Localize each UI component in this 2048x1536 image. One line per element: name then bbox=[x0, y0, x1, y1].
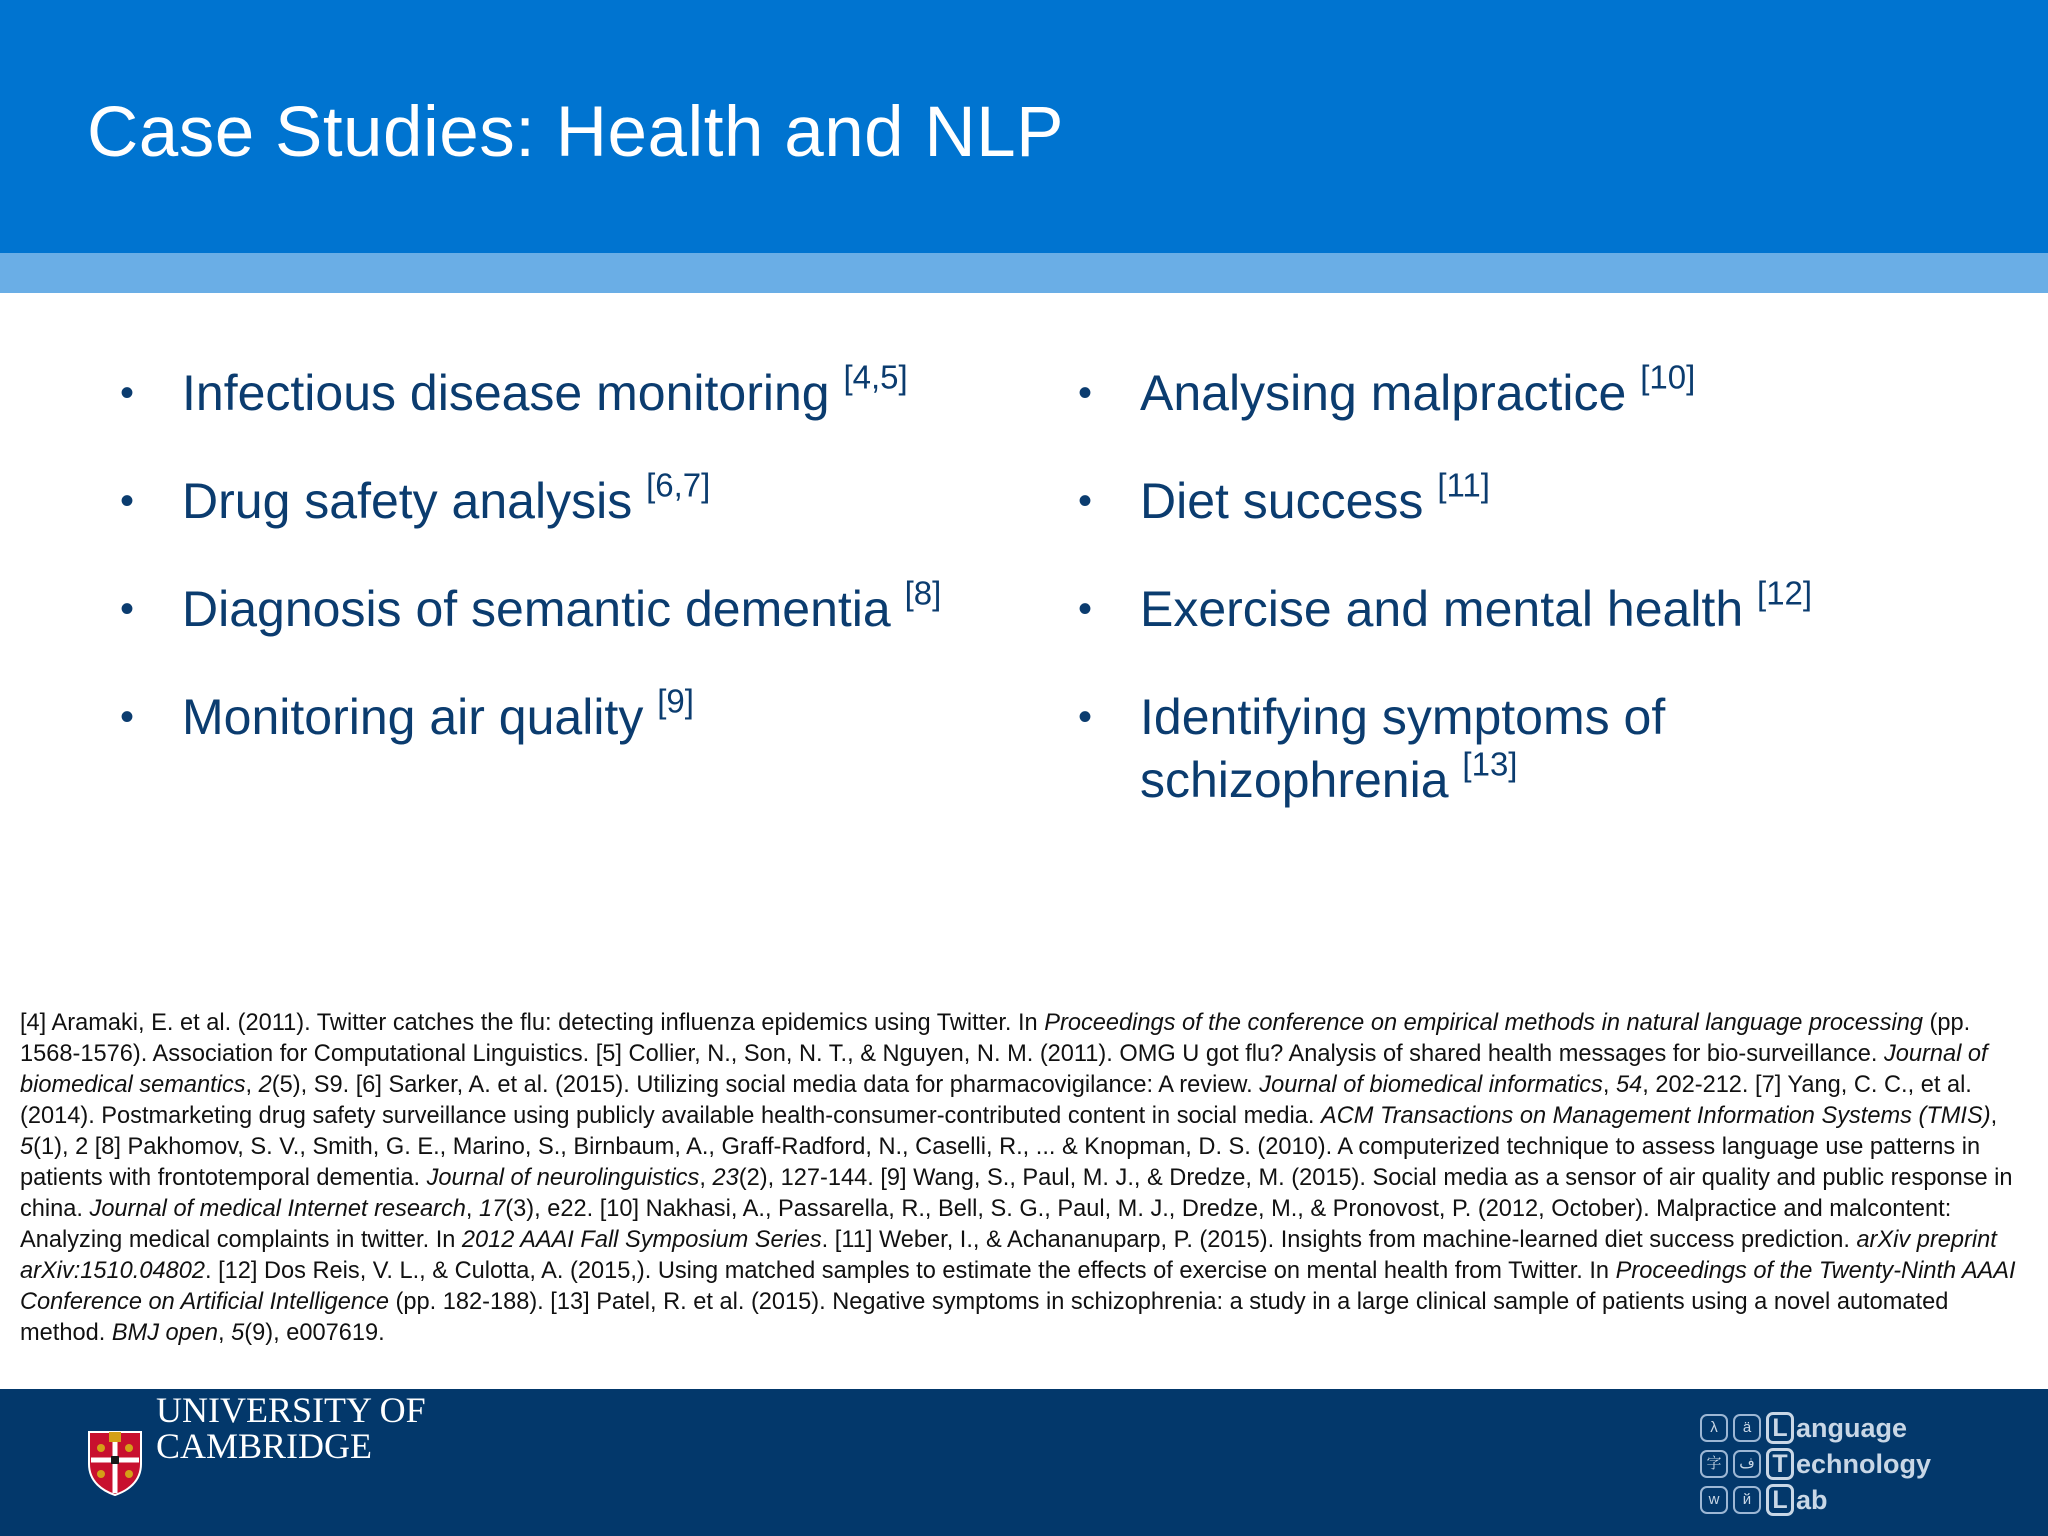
reference-segment: [4] Aramaki, E. et al. (2011). Twitter catches the flu: detecting influenza epidemics using Twitter. In bbox=[20, 1010, 1045, 1036]
reference-italic-segment: 5 bbox=[231, 1320, 245, 1346]
bullet-dot: • bbox=[1078, 695, 1093, 739]
bullet-text: Monitoring air quality bbox=[182, 689, 658, 745]
bullet-dot: • bbox=[1078, 587, 1093, 631]
bullet-dot: • bbox=[120, 587, 135, 631]
cyrillic-glyph-icon: й bbox=[1733, 1486, 1761, 1514]
reference-segment: (3), e22. [10] Nakhasi, A., Passarella, R., Bell, S. G., Paul, M. J., Dredze, M., & Pronovost, P. (2012, October). Malpractice and malcontent: Analyzing medical complaints in twitter. In bbox=[20, 1196, 1952, 1253]
bullet-item bbox=[120, 358, 1020, 425]
bullet-item bbox=[120, 574, 1020, 641]
citation-ref: [8] bbox=[904, 574, 942, 612]
references-block bbox=[20, 1008, 2030, 1349]
reference-segment: , bbox=[1990, 1103, 1998, 1129]
bullet-text: Infectious disease monitoring bbox=[182, 365, 844, 421]
reference-segment: (1), 2 [8] Pakhomov, S. V., Smith, G. E., Marino, S., Birnbaum, A., Graff-Radford, N., Caselli, R., ... & Knopman, D. S. (2010). A computerized technique to assess language use patterns in patients with frontotemporal dementia. bbox=[20, 1134, 1981, 1191]
cambridge-crest-icon bbox=[87, 1430, 143, 1496]
reference-italic-segment: Journal of biomedical informatics bbox=[1259, 1072, 1603, 1098]
reference-segment: , bbox=[699, 1165, 713, 1191]
reference-italic-segment: BMJ open bbox=[111, 1320, 219, 1346]
reference-segment: (pp. 182-188). [13] Patel, R. et al. (2015). Negative symptoms in schizophrenia: a study in a large clinical sample of patients using a novel automated method. bbox=[20, 1289, 1949, 1346]
reference-italic-segment: 2 bbox=[258, 1072, 272, 1098]
reference-italic-segment: 2012 AAAI Fall Symposium Series bbox=[461, 1227, 822, 1253]
reference-italic-segment: 17 bbox=[479, 1196, 506, 1222]
reference-italic-segment: Journal of biomedical semantics bbox=[20, 1041, 1988, 1098]
reference-italic-segment: 54 bbox=[1615, 1072, 1643, 1098]
bullet-item bbox=[1078, 686, 1998, 812]
reference-segment: , bbox=[218, 1320, 232, 1346]
reference-italic-segment: Proceedings of the Twenty-Ninth AAAI Conference on Artificial Intelligence bbox=[20, 1258, 2016, 1315]
reference-segment: (9), e007619. bbox=[244, 1320, 385, 1346]
reference-italic-segment: 5 bbox=[20, 1134, 34, 1160]
bullet-dot: • bbox=[1078, 479, 1093, 523]
bullet-text: Diagnosis of semantic dementia bbox=[182, 581, 905, 637]
bullet-text: Exercise and mental health bbox=[1140, 581, 1758, 637]
lab-word: echnology bbox=[1796, 1449, 1932, 1479]
language-technology-lab-logo bbox=[1700, 1413, 1960, 1523]
reference-segment: . [12] Dos Reis, V. L., & Culotta, A. (2015,). Using matched samples to estimate the effects of exercise on mental health from Twitter. In bbox=[204, 1258, 1616, 1284]
a-umlaut-glyph-icon: ä bbox=[1733, 1414, 1761, 1442]
reference-italic-segment: Proceedings of the conference on empirical methods in natural language processing bbox=[1044, 1010, 1923, 1036]
citation-ref: [10] bbox=[1640, 358, 1696, 396]
reference-italic-segment: 23 bbox=[712, 1165, 739, 1191]
reference-italic-segment: Journal of medical Internet research bbox=[89, 1196, 466, 1222]
chinese-char-glyph-icon: 字 bbox=[1700, 1450, 1728, 1478]
lambda-glyph-icon: λ bbox=[1700, 1414, 1728, 1442]
reference-segment: (2), 127-144. [9] Wang, S., Paul, M. J., & Dredze, M. (2015). Social media as a sensor of air quality and public response in china. bbox=[20, 1165, 2013, 1222]
bullet-text: Analysing malpractice bbox=[1140, 365, 1641, 421]
slide-title: Case Studies: Health and NLP bbox=[87, 93, 1065, 172]
lab-cap-letter: T bbox=[1766, 1448, 1794, 1480]
bullet-list-left bbox=[120, 358, 1020, 794]
citation-ref: [9] bbox=[657, 682, 694, 720]
citation-ref: [11] bbox=[1437, 466, 1490, 504]
bullet-dot: • bbox=[120, 479, 135, 523]
bullet-item bbox=[1078, 574, 1998, 641]
bullet-item bbox=[120, 466, 1020, 533]
bullet-dot: • bbox=[120, 371, 135, 415]
reference-italic-segment: arXiv preprint arXiv:1510.04802 bbox=[20, 1227, 1997, 1284]
citation-ref: [13] bbox=[1462, 745, 1518, 783]
reference-segment: , bbox=[245, 1072, 259, 1098]
lab-word: ab bbox=[1796, 1485, 1828, 1515]
bullet-text: Diet success bbox=[1140, 473, 1438, 529]
arabic-glyph-icon: ف bbox=[1733, 1450, 1761, 1478]
bullet-item bbox=[120, 682, 1020, 749]
bullet-dot: • bbox=[1078, 371, 1093, 415]
reference-segment: . [11] Weber, I., & Achananuparp, P. (2015). Insights from machine-learned diet success prediction. bbox=[821, 1227, 1857, 1253]
lab-cap-letter: L bbox=[1766, 1484, 1794, 1516]
reference-italic-segment: Journal of neurolinguistics bbox=[426, 1165, 700, 1191]
reference-segment: , bbox=[465, 1196, 480, 1222]
university-wordmark bbox=[156, 1392, 426, 1464]
citation-ref: [4,5] bbox=[843, 358, 908, 396]
citation-ref: [6,7] bbox=[646, 466, 711, 504]
bullet-text-line1: Identifying symptoms of bbox=[1140, 689, 1666, 745]
lab-cap-letter: L bbox=[1766, 1412, 1794, 1444]
university-line-1: UNIVERSITY OF bbox=[156, 1390, 426, 1430]
bullet-list-right bbox=[1078, 358, 1998, 857]
reference-segment: (pp. 1568-1576). Association for Computational Linguistics. [5] Collier, N., Son, N. T., & Nguyen, N. M. (2011). OMG U got flu? Analysis of shared health messages for bio-surveillance. bbox=[20, 1010, 1971, 1067]
reference-segment: , bbox=[1602, 1072, 1616, 1098]
reference-italic-segment: ACM Transactions on Management Information Systems (TMIS) bbox=[1320, 1103, 1991, 1129]
w-glyph-icon: w bbox=[1700, 1486, 1728, 1514]
bullet-text: Drug safety analysis bbox=[182, 473, 647, 529]
citation-ref: [12] bbox=[1757, 574, 1813, 612]
reference-segment: , 202-212. [7] Yang, C. C., et al. (2014). Postmarketing drug safety surveillance using publicly available health-consumer-contributed content in social media. bbox=[20, 1072, 1972, 1129]
bullet-item bbox=[1078, 358, 1998, 425]
lab-word: anguage bbox=[1796, 1413, 1908, 1443]
reference-segment: (5), S9. [6] Sarker, A. et al. (2015). Utilizing social media data for pharmacovigilance: A review. bbox=[271, 1072, 1260, 1098]
header-stripe bbox=[0, 253, 2048, 293]
bullet-item bbox=[1078, 466, 1998, 533]
university-line-2: CAMBRIDGE bbox=[156, 1426, 373, 1466]
bullet-text-line2: schizophrenia bbox=[1140, 752, 1463, 808]
bullet-dot: • bbox=[120, 695, 135, 739]
